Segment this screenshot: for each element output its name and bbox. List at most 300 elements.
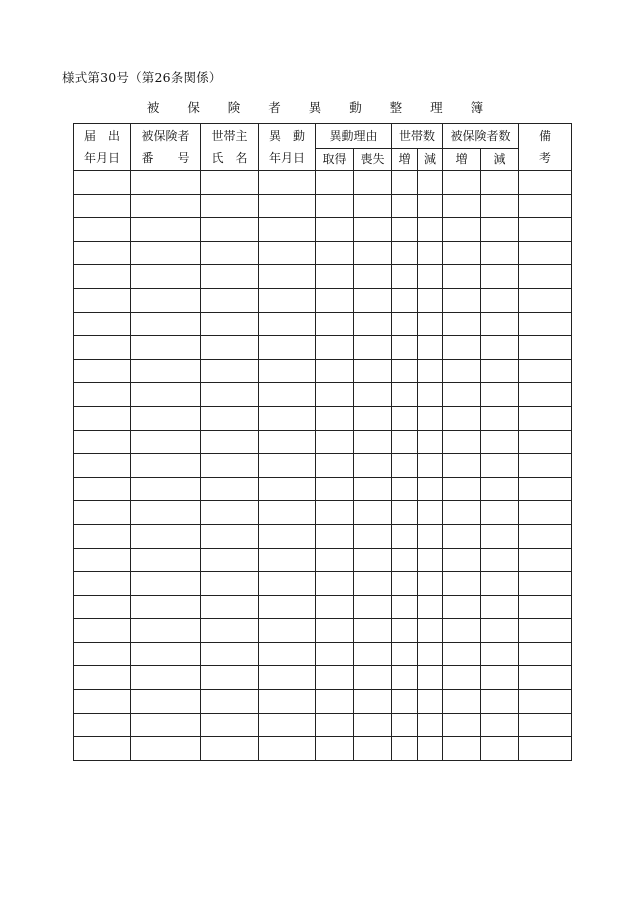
table-cell[interactable] — [481, 430, 519, 454]
table-cell[interactable] — [74, 595, 131, 619]
table-cell[interactable] — [316, 359, 354, 383]
table-cell[interactable] — [74, 406, 131, 430]
table-row — [74, 548, 572, 572]
table-cell[interactable] — [443, 737, 481, 761]
table-cell[interactable] — [131, 619, 201, 643]
table-cell[interactable] — [201, 572, 259, 596]
table-cell[interactable] — [201, 288, 259, 312]
table-cell[interactable] — [201, 336, 259, 360]
table-cell[interactable] — [481, 218, 519, 242]
table-cell[interactable] — [519, 194, 572, 218]
table-cell[interactable] — [74, 430, 131, 454]
table-cell[interactable] — [131, 524, 201, 548]
table-cell[interactable] — [201, 194, 259, 218]
table-cell[interactable] — [443, 524, 481, 548]
table-cell[interactable] — [131, 642, 201, 666]
table-cell[interactable] — [519, 288, 572, 312]
table-cell[interactable] — [316, 642, 354, 666]
table-cell[interactable] — [443, 642, 481, 666]
header-notification-date — [74, 124, 131, 171]
table-cell[interactable] — [418, 501, 443, 525]
table-cell[interactable] — [481, 572, 519, 596]
table-cell[interactable] — [259, 454, 316, 478]
table-cell[interactable] — [519, 642, 572, 666]
table-cell[interactable] — [131, 690, 201, 714]
table-cell[interactable] — [201, 359, 259, 383]
table-cell[interactable] — [74, 524, 131, 548]
table-cell[interactable] — [418, 288, 443, 312]
table-cell[interactable] — [481, 406, 519, 430]
table-cell[interactable] — [392, 690, 418, 714]
table-cell[interactable] — [354, 194, 392, 218]
table-cell[interactable] — [392, 713, 418, 737]
table-cell[interactable] — [481, 288, 519, 312]
table-cell[interactable] — [481, 642, 519, 666]
table-cell[interactable] — [443, 713, 481, 737]
table-cell[interactable] — [259, 666, 316, 690]
header-text: 異 動 — [268, 129, 305, 143]
table-cell[interactable] — [74, 194, 131, 218]
table-cell[interactable] — [354, 312, 392, 336]
table-cell[interactable] — [74, 548, 131, 572]
table-cell[interactable] — [392, 265, 418, 289]
table-cell[interactable] — [201, 548, 259, 572]
table-cell[interactable] — [74, 477, 131, 501]
table-cell[interactable] — [201, 454, 259, 478]
table-cell[interactable] — [519, 666, 572, 690]
table-cell[interactable] — [418, 265, 443, 289]
table-cell[interactable] — [259, 336, 316, 360]
header-remarks — [519, 124, 572, 171]
table-cell[interactable] — [443, 336, 481, 360]
table-cell[interactable] — [418, 241, 443, 265]
header-text: 番 号 — [141, 151, 190, 165]
table-cell[interactable] — [131, 265, 201, 289]
table-cell[interactable] — [519, 265, 572, 289]
table-row — [74, 265, 572, 289]
table-cell[interactable] — [201, 713, 259, 737]
table-cell[interactable] — [131, 713, 201, 737]
table-cell[interactable] — [74, 713, 131, 737]
table-cell[interactable] — [316, 477, 354, 501]
table-cell[interactable] — [418, 171, 443, 195]
table-cell[interactable] — [519, 595, 572, 619]
header-insured-decrease: 減 — [481, 148, 519, 170]
table-cell[interactable] — [131, 666, 201, 690]
table-cell[interactable] — [519, 454, 572, 478]
table-cell[interactable] — [316, 241, 354, 265]
table-cell[interactable] — [443, 477, 481, 501]
table-cell[interactable] — [131, 595, 201, 619]
table-cell[interactable] — [443, 312, 481, 336]
table-cell[interactable] — [201, 690, 259, 714]
table-cell[interactable] — [392, 737, 418, 761]
table-cell[interactable] — [418, 477, 443, 501]
table-cell[interactable] — [201, 171, 259, 195]
table-cell[interactable] — [392, 336, 418, 360]
table-cell[interactable] — [354, 430, 392, 454]
table-cell[interactable] — [519, 524, 572, 548]
table-cell[interactable] — [259, 265, 316, 289]
table-cell[interactable] — [354, 288, 392, 312]
table-cell[interactable] — [259, 619, 316, 643]
table-cell[interactable] — [392, 312, 418, 336]
table-cell[interactable] — [392, 454, 418, 478]
table-cell[interactable] — [74, 572, 131, 596]
table-cell[interactable] — [392, 194, 418, 218]
table-cell[interactable] — [74, 218, 131, 242]
table-cell[interactable] — [354, 737, 392, 761]
table-row — [74, 619, 572, 643]
table-cell[interactable] — [131, 312, 201, 336]
table-cell[interactable] — [392, 595, 418, 619]
table-cell[interactable] — [519, 619, 572, 643]
table-cell[interactable] — [131, 737, 201, 761]
table-cell[interactable] — [259, 241, 316, 265]
table-cell[interactable] — [392, 218, 418, 242]
table-cell[interactable] — [354, 241, 392, 265]
table-cell[interactable] — [392, 524, 418, 548]
table-cell[interactable] — [74, 359, 131, 383]
table-cell[interactable] — [201, 265, 259, 289]
table-cell[interactable] — [316, 265, 354, 289]
table-cell[interactable] — [443, 288, 481, 312]
table-cell[interactable] — [418, 194, 443, 218]
table-cell[interactable] — [259, 524, 316, 548]
table-cell[interactable] — [316, 690, 354, 714]
table-row — [74, 524, 572, 548]
table-cell[interactable] — [259, 548, 316, 572]
table-cell[interactable] — [74, 666, 131, 690]
table-cell[interactable] — [418, 595, 443, 619]
table-cell[interactable] — [131, 430, 201, 454]
table-cell[interactable] — [418, 454, 443, 478]
table-cell[interactable] — [316, 171, 354, 195]
table-cell[interactable] — [481, 501, 519, 525]
register-title: 被 保 険 者 異 動 整 理 簿 — [146, 100, 496, 115]
table-cell[interactable] — [418, 690, 443, 714]
table-cell[interactable] — [316, 619, 354, 643]
table-cell[interactable] — [392, 477, 418, 501]
table-cell[interactable] — [443, 218, 481, 242]
table-cell[interactable] — [443, 359, 481, 383]
table-cell[interactable] — [392, 501, 418, 525]
table-cell[interactable] — [418, 430, 443, 454]
table-cell[interactable] — [201, 642, 259, 666]
table-cell[interactable] — [443, 454, 481, 478]
table-cell[interactable] — [131, 171, 201, 195]
table-cell[interactable] — [201, 430, 259, 454]
table-cell[interactable] — [392, 548, 418, 572]
table-cell[interactable] — [481, 241, 519, 265]
table-cell[interactable] — [131, 359, 201, 383]
table-cell[interactable] — [481, 666, 519, 690]
table-cell[interactable] — [316, 218, 354, 242]
table-cell[interactable] — [259, 595, 316, 619]
table-cell[interactable] — [519, 737, 572, 761]
table-row — [74, 477, 572, 501]
table-cell[interactable] — [74, 383, 131, 407]
table-cell[interactable] — [392, 619, 418, 643]
table-cell[interactable] — [392, 383, 418, 407]
table-cell[interactable] — [354, 171, 392, 195]
table-cell[interactable] — [481, 524, 519, 548]
table-cell[interactable] — [354, 713, 392, 737]
table-cell[interactable] — [354, 265, 392, 289]
table-cell[interactable] — [259, 713, 316, 737]
table-cell[interactable] — [519, 406, 572, 430]
table-cell[interactable] — [519, 713, 572, 737]
table-cell[interactable] — [443, 619, 481, 643]
table-cell[interactable] — [481, 713, 519, 737]
table-cell[interactable] — [418, 359, 443, 383]
table-cell[interactable] — [201, 666, 259, 690]
table-cell[interactable] — [354, 336, 392, 360]
table-cell[interactable] — [392, 666, 418, 690]
table-cell[interactable] — [354, 666, 392, 690]
table-cell[interactable] — [74, 501, 131, 525]
table-cell[interactable] — [74, 642, 131, 666]
table-cell[interactable] — [74, 690, 131, 714]
table-cell[interactable] — [201, 501, 259, 525]
table-cell[interactable] — [74, 454, 131, 478]
table-cell[interactable] — [131, 194, 201, 218]
table-cell[interactable] — [201, 524, 259, 548]
table-cell[interactable] — [316, 524, 354, 548]
table-cell[interactable] — [392, 359, 418, 383]
table-cell[interactable] — [443, 690, 481, 714]
table-cell[interactable] — [131, 288, 201, 312]
header-text: 世帯主 — [211, 129, 248, 143]
table-cell[interactable] — [259, 218, 316, 242]
table-cell[interactable] — [316, 454, 354, 478]
table-cell[interactable] — [74, 288, 131, 312]
table-cell[interactable] — [418, 642, 443, 666]
table-cell[interactable] — [259, 383, 316, 407]
table-cell[interactable] — [443, 572, 481, 596]
table-cell[interactable] — [418, 383, 443, 407]
table-cell[interactable] — [316, 595, 354, 619]
table-cell[interactable] — [316, 430, 354, 454]
table-cell[interactable] — [519, 359, 572, 383]
table-cell[interactable] — [519, 477, 572, 501]
table-cell[interactable] — [259, 430, 316, 454]
table-cell[interactable] — [354, 501, 392, 525]
table-cell[interactable] — [418, 572, 443, 596]
table-cell[interactable] — [392, 406, 418, 430]
table-cell[interactable] — [74, 265, 131, 289]
table-cell[interactable] — [201, 218, 259, 242]
table-cell[interactable] — [519, 336, 572, 360]
register-rows — [74, 171, 572, 761]
table-cell[interactable] — [443, 265, 481, 289]
table-cell[interactable] — [392, 430, 418, 454]
table-cell[interactable] — [201, 406, 259, 430]
table-cell[interactable] — [392, 642, 418, 666]
table-cell[interactable] — [316, 737, 354, 761]
table-cell[interactable] — [392, 241, 418, 265]
table-cell[interactable] — [316, 666, 354, 690]
table-cell[interactable] — [131, 406, 201, 430]
table-cell[interactable] — [519, 430, 572, 454]
table-cell[interactable] — [354, 406, 392, 430]
table-cell[interactable] — [354, 548, 392, 572]
table-cell[interactable] — [354, 619, 392, 643]
table-cell[interactable] — [443, 194, 481, 218]
table-cell[interactable] — [74, 241, 131, 265]
table-cell[interactable] — [201, 477, 259, 501]
table-cell[interactable] — [259, 572, 316, 596]
table-cell[interactable] — [443, 171, 481, 195]
table-row — [74, 430, 572, 454]
table-cell[interactable] — [74, 312, 131, 336]
table-cell[interactable] — [131, 548, 201, 572]
header-text: 年月日 — [268, 151, 305, 165]
table-cell[interactable] — [519, 572, 572, 596]
header-household-increase: 増 — [392, 148, 418, 170]
table-row — [74, 737, 572, 761]
table-cell[interactable] — [259, 690, 316, 714]
table-cell[interactable] — [259, 642, 316, 666]
table-cell[interactable] — [259, 406, 316, 430]
table-cell[interactable] — [418, 548, 443, 572]
table-cell[interactable] — [481, 619, 519, 643]
table-cell[interactable] — [418, 737, 443, 761]
table-cell[interactable] — [443, 501, 481, 525]
table-cell[interactable] — [519, 241, 572, 265]
table-cell[interactable] — [519, 501, 572, 525]
table-cell[interactable] — [443, 430, 481, 454]
table-cell[interactable] — [443, 406, 481, 430]
table-cell[interactable] — [131, 241, 201, 265]
table-cell[interactable] — [392, 288, 418, 312]
table-cell[interactable] — [443, 548, 481, 572]
table-cell[interactable] — [418, 406, 443, 430]
table-cell[interactable] — [201, 312, 259, 336]
table-row — [74, 454, 572, 478]
table-cell[interactable] — [519, 218, 572, 242]
table-cell[interactable] — [481, 171, 519, 195]
table-row — [74, 406, 572, 430]
table-cell[interactable] — [74, 619, 131, 643]
table-cell[interactable] — [74, 737, 131, 761]
table-cell[interactable] — [481, 690, 519, 714]
table-cell[interactable] — [354, 477, 392, 501]
table-cell[interactable] — [131, 218, 201, 242]
table-cell[interactable] — [443, 241, 481, 265]
table-cell[interactable] — [481, 312, 519, 336]
table-cell[interactable] — [481, 737, 519, 761]
table-cell[interactable] — [259, 477, 316, 501]
table-cell[interactable] — [481, 595, 519, 619]
table-cell[interactable] — [481, 383, 519, 407]
table-cell[interactable] — [354, 454, 392, 478]
table-cell[interactable] — [131, 454, 201, 478]
table-cell[interactable] — [259, 312, 316, 336]
table-cell[interactable] — [519, 690, 572, 714]
table-row — [74, 336, 572, 360]
table-cell[interactable] — [481, 477, 519, 501]
table-cell[interactable] — [481, 265, 519, 289]
table-cell[interactable] — [418, 713, 443, 737]
table-cell[interactable] — [354, 572, 392, 596]
table-cell[interactable] — [481, 359, 519, 383]
table-cell[interactable] — [316, 548, 354, 572]
table-cell[interactable] — [519, 171, 572, 195]
table-cell[interactable] — [259, 359, 316, 383]
table-cell[interactable] — [354, 642, 392, 666]
table-cell[interactable] — [74, 336, 131, 360]
table-cell[interactable] — [131, 383, 201, 407]
table-cell[interactable] — [354, 383, 392, 407]
table-cell[interactable] — [418, 619, 443, 643]
table-cell[interactable] — [259, 288, 316, 312]
table-cell[interactable] — [316, 501, 354, 525]
table-cell[interactable] — [418, 666, 443, 690]
table-cell[interactable] — [519, 383, 572, 407]
table-cell[interactable] — [481, 336, 519, 360]
table-cell[interactable] — [418, 524, 443, 548]
table-cell[interactable] — [131, 572, 201, 596]
table-cell[interactable] — [316, 383, 354, 407]
table-cell[interactable] — [259, 171, 316, 195]
table-cell[interactable] — [418, 336, 443, 360]
table-cell[interactable] — [131, 477, 201, 501]
table-cell[interactable] — [316, 713, 354, 737]
table-cell[interactable] — [443, 666, 481, 690]
header-loss: 喪失 — [354, 148, 392, 170]
table-cell[interactable] — [316, 312, 354, 336]
table-cell[interactable] — [259, 501, 316, 525]
table-cell[interactable] — [201, 619, 259, 643]
table-cell[interactable] — [201, 383, 259, 407]
table-cell[interactable] — [259, 194, 316, 218]
table-cell[interactable] — [316, 572, 354, 596]
table-cell[interactable] — [392, 572, 418, 596]
header-text: 氏 名 — [211, 151, 248, 165]
table-cell[interactable] — [316, 288, 354, 312]
table-cell[interactable] — [392, 171, 418, 195]
table-cell[interactable] — [443, 595, 481, 619]
table-cell[interactable] — [201, 737, 259, 761]
table-row — [74, 383, 572, 407]
table-cell[interactable] — [316, 194, 354, 218]
table-row — [74, 194, 572, 218]
table-cell[interactable] — [481, 194, 519, 218]
table-cell[interactable] — [201, 241, 259, 265]
table-cell[interactable] — [354, 524, 392, 548]
table-cell[interactable] — [443, 383, 481, 407]
table-cell[interactable] — [354, 690, 392, 714]
table-cell[interactable] — [418, 218, 443, 242]
table-cell[interactable] — [418, 312, 443, 336]
table-cell[interactable] — [316, 336, 354, 360]
table-cell[interactable] — [131, 336, 201, 360]
table-cell[interactable] — [259, 737, 316, 761]
table-cell[interactable] — [74, 171, 131, 195]
table-cell[interactable] — [354, 595, 392, 619]
table-cell[interactable] — [316, 406, 354, 430]
table-cell[interactable] — [481, 454, 519, 478]
header-change-reason: 異動理由 — [316, 124, 392, 149]
table-cell[interactable] — [201, 595, 259, 619]
table-cell[interactable] — [519, 312, 572, 336]
table-cell[interactable] — [519, 548, 572, 572]
table-cell[interactable] — [131, 501, 201, 525]
table-cell[interactable] — [481, 548, 519, 572]
table-cell[interactable] — [354, 359, 392, 383]
table-cell[interactable] — [354, 218, 392, 242]
